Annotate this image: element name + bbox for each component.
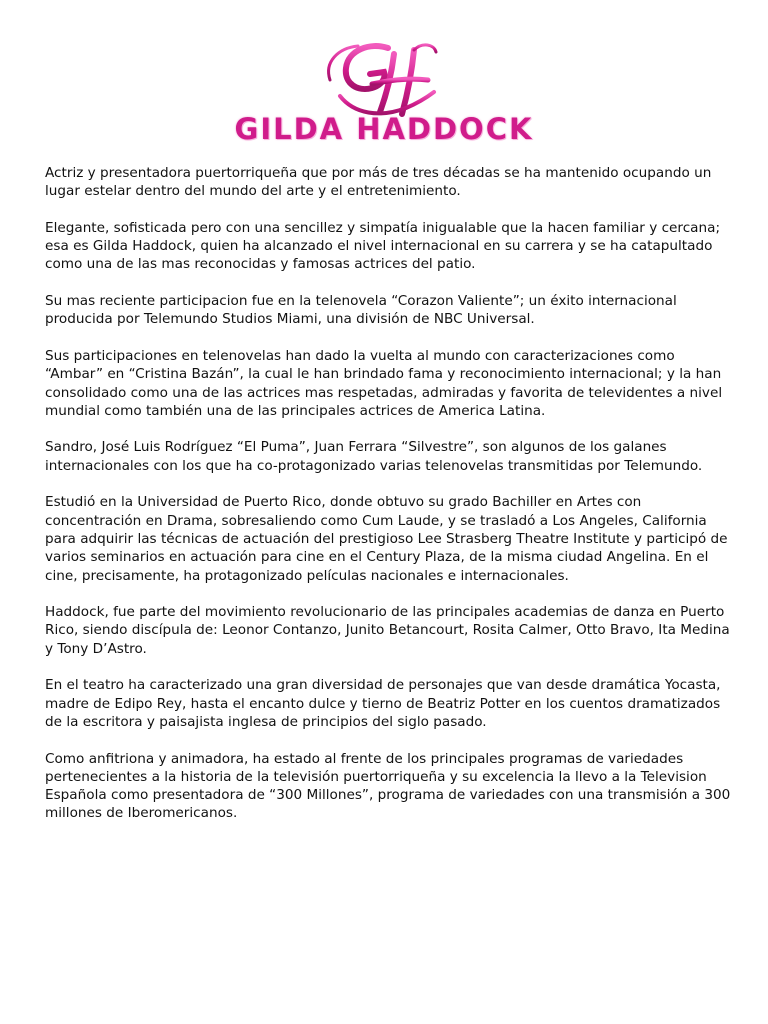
paragraph: En el teatro ha caracterizado una gran diversidad de personajes que van desde dramática Yocasta, madre de Edipo Rey, hasta el encanto dulce y tierno de Beatriz Potter en los cuentos dramatizados de la escritora y paisajista inglesa de principios del siglo pasado.	[45, 677, 721, 730]
logo-wordmark: GILDA HADDOCK	[234, 112, 534, 146]
paragraph: Elegante, sofisticada pero con una sencillez y simpatía inigualable que la hacen familiar y cercana; esa es Gilda Haddock, quien ha alcanzado el nivel internacional en su carrera y se ha catapultado como una de las mas reconocidas y famosas actrices del patio.	[45, 219, 721, 273]
paragraph: Estudió en la Universidad de Puerto Rico, donde obtuvo su grado Bachiller en Artes con concentración en Drama, sobresaliendo como Cum Laude, y se trasladó a Los Angeles, California para adquirir las técnicas de actuación del prestigioso Lee Strasberg Theatre Institute y participó de varios seminarios en actuación para cine en el Century Plaza, de la misma ciudad Angelina. En el cine, precisamente, ha protagonizado películas nacionales e internacionales.	[45, 494, 728, 584]
paragraph: Sus participaciones en telenovelas han dado la vuelta al mundo con caracterizaciones como “Ambar” en “Cristina Bazán”, la cual le han brindado fama y reconocimiento internacional; y la han consolidado como una de las actrices mas respetadas, admiradas y favorita de televidentes a nivel mundial como también una de las principales actrices de America Latina.	[45, 347, 723, 419]
paragraph: Actriz y presentadora puertorriqueña que por más de tres décadas se ha mantenido ocupando un lugar estelar dentro del mundo del arte y el entretenimiento.	[45, 165, 712, 200]
paragraph: Sandro, José Luis Rodríguez “El Puma”, Juan Ferrara “Silvestre”, son algunos de los galanes internacionales con los que ha co-protagonizado varias telenovelas transmitidas por Telemundo.	[45, 439, 703, 474]
gh-monogram-logo-mark	[310, 40, 450, 122]
gilda-haddock-logo	[214, 40, 554, 156]
paragraph: Como anfitriona y animadora, ha estado al frente de los principales programas de variedades pertenecientes a la historia de la televisión puertorriqueña y su excelencia la llevo a la Television Española como presentadora de “300 Millones”, programa de variedades con una transmisión a 300 millones de Iberomericanos.	[45, 750, 731, 822]
paragraph: Su mas reciente participacion fue en la telenovela “Corazon Valiente”; un éxito internacional producida por Telemundo Studios Miami, una división de NBC Universal.	[45, 293, 677, 328]
biography-text	[45, 164, 735, 823]
paragraph: Haddock, fue parte del movimiento revolucionario de las principales academias de danza en Puerto Rico, siendo discípula de: Leonor Contanzo, Junito Betancourt, Rosita Calmer, Otto Bravo, Ita Medina y Tony D’Astro.	[45, 604, 730, 657]
